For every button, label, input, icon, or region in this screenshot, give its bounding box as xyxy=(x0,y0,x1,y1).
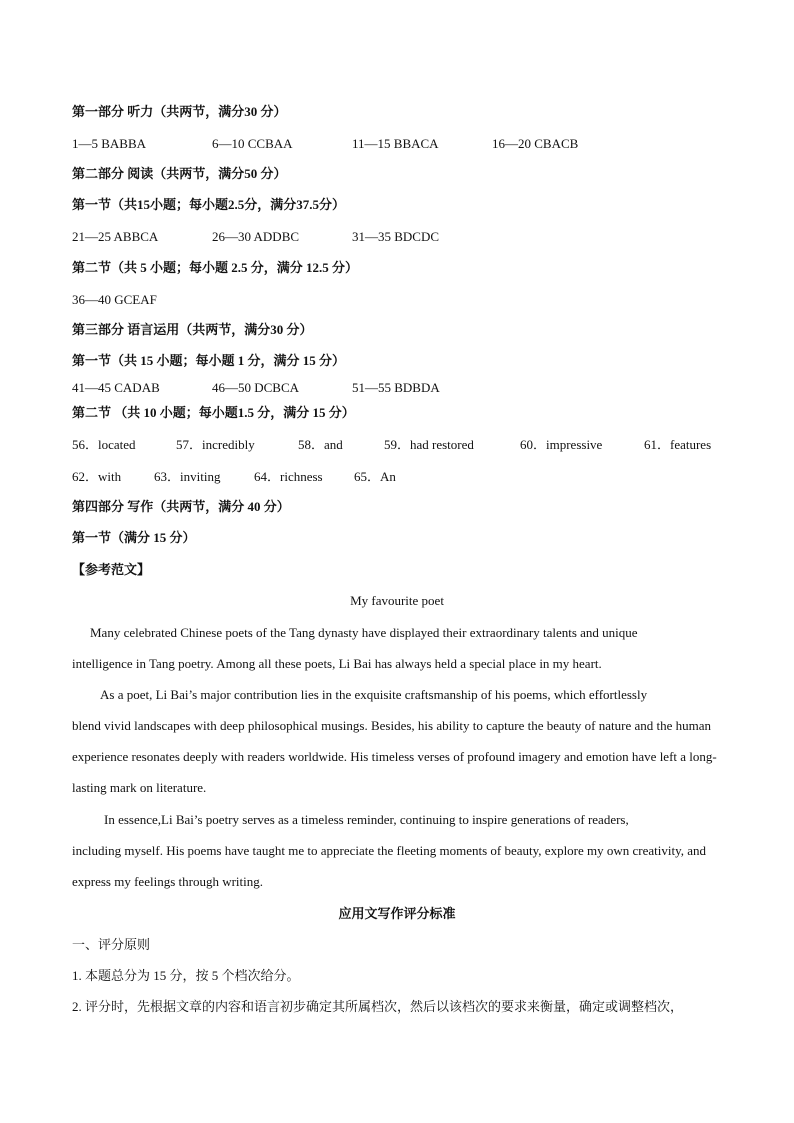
answer-item: 65．An xyxy=(354,469,396,484)
grading-title: 应用文写作评分标准 xyxy=(338,906,456,921)
part3-heading: 第三部分 语言运用（共两节，满分30 分） xyxy=(72,322,313,337)
part3-section1-heading: 第一节（共 15 小题；每小题 1 分，满分 15 分） xyxy=(72,353,346,368)
grading-section: 一、评分原则 xyxy=(72,937,151,952)
answer-group: 11—15 BBACA xyxy=(352,136,439,151)
essay-title: My favourite poet xyxy=(350,593,444,608)
answer-group: 31—35 BDCDC xyxy=(352,229,440,244)
answer-group: 36—40 GCEAF xyxy=(72,292,157,307)
answer-group: 16—20 CBACB xyxy=(492,136,579,151)
answer-group: 1—5 BABBA xyxy=(72,136,147,151)
answer-item: 63．inviting xyxy=(154,469,221,484)
grading-item: 2. 评分时，先根据文章的内容和语言初步确定其所属档次，然后以该档次的要求来衡量，确定或调整档次， xyxy=(72,999,684,1014)
part1-heading: 第一部分 听力（共两节，满分30 分） xyxy=(72,104,287,119)
answer-item: 64．richness xyxy=(254,469,323,484)
grading-item: 1. 本题总分为 15 分，按 5 个档次给分。 xyxy=(72,968,300,983)
answer-group: 21—25 ABBCA xyxy=(72,229,159,244)
part2-section2-heading: 第二节（共 5 小题；每小题 2.5 分，满分 12.5 分） xyxy=(72,260,359,275)
answer-group: 26—30 ADDBC xyxy=(212,229,300,244)
part2-section1-heading: 第一节（共15小题；每小题2.5分，满分37.5分） xyxy=(72,197,346,212)
answer-group: 51—55 BDBDA xyxy=(352,380,440,395)
part2-heading: 第二部分 阅读（共两节，满分50 分） xyxy=(72,166,287,181)
answer-item: 57．incredibly xyxy=(176,437,255,452)
answer-item: 59．had restored xyxy=(384,437,474,452)
answer-group: 46—50 DCBCA xyxy=(212,380,300,395)
paragraph-first-line: Many celebrated Chinese poets of the Tang dynasty have displayed their extraordinary talents and unique xyxy=(90,625,638,640)
paragraph-rest: including myself. His poems have taught me to appreciate the fleeting moments of beauty, explore my own creativity, and express my feelings through writing. xyxy=(72,843,707,889)
paragraph-first-line: As a poet, Li Bai’s major contribution lies in the exquisite craftsmanship of his poems, which effortlessly xyxy=(100,687,648,702)
essay-paragraph xyxy=(72,617,732,679)
answer-item: 62．with xyxy=(72,469,122,484)
part4-heading: 第四部分 写作（共两节，满分 40 分） xyxy=(72,499,290,514)
part3-section2-heading: 第二节 （共 10 小题；每小题1.5 分，满分 15 分） xyxy=(72,405,355,420)
answer-item: 61．features xyxy=(644,437,712,452)
paragraph-rest: intelligence in Tang poetry. Among all these poets, Li Bai has always held a special place in my heart. xyxy=(72,656,602,671)
answer-group: 41—45 CADAB xyxy=(72,380,160,395)
paragraph-first-line: In essence,Li Bai’s poetry serves as a timeless reminder, continuing to inspire generations of readers, xyxy=(104,812,629,827)
essay-paragraph xyxy=(72,804,732,897)
part4-section1-heading: 第一节（满分 15 分） xyxy=(72,530,196,545)
answer-group: 6—10 CCBAA xyxy=(212,136,293,151)
answer-item: 58．and xyxy=(298,437,343,452)
answer-item: 60．impressive xyxy=(520,437,603,452)
essay-paragraph xyxy=(72,679,732,803)
sample-label: 【参考范文】 xyxy=(72,562,151,577)
answer-item: 56．located xyxy=(72,437,136,452)
paragraph-rest: blend vivid landscapes with deep philosophical musings. Besides, his ability to capture the beauty of nature and the human experience resonates deeply with readers worldwide. His timeless verses of profound imagery and emotion have left a long-lasting mark on literature. xyxy=(72,718,717,795)
